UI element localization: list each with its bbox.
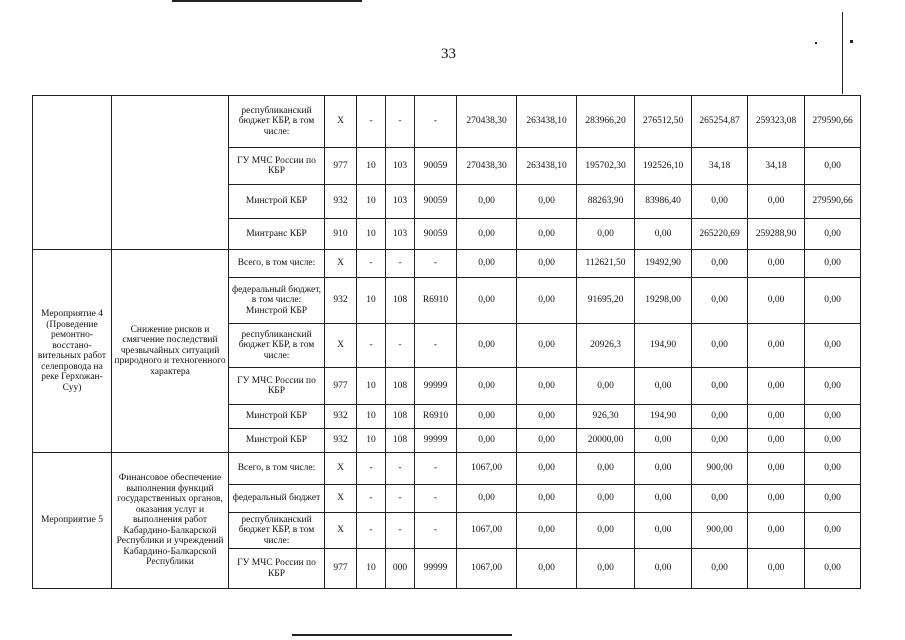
vr-cell: - [415,96,457,148]
cs-cell: - [386,324,415,368]
source-cell: республиканский бюджет КБР, в том числе: [229,96,325,148]
rz-cell: - [357,453,386,485]
value-cell: 0,00 [692,278,748,324]
value-cell: 0,00 [577,453,635,485]
value-cell: 0,00 [577,513,635,549]
value-cell: 1067,00 [457,453,517,485]
source-cell: ГУ МЧС России по КБР [229,368,325,405]
value-cell: 0,00 [692,324,748,368]
measure-5-goal-cell: Финансовое обеспечение выполнения функций государственных органов, оказания услуг и выполнения работ Кабардино-Балкарской Республики и учреждений Кабардино-Балкарской Республики [112,453,229,589]
source-cell: Минстрой КБР [229,429,325,453]
value-cell: 0,00 [748,513,805,549]
page-number: 33 [441,46,456,62]
value-cell: 0,00 [517,368,577,405]
value-cell: 0,00 [457,485,517,513]
value-cell: 0,00 [457,368,517,405]
value-cell: 0,00 [457,324,517,368]
table-row [33,250,861,278]
scan-mark-right-vertical [842,12,843,94]
source-cell: Минстрой КБР [229,405,325,429]
value-cell: 0,00 [748,453,805,485]
value-cell: 34,18 [692,148,748,185]
vr-cell: R6910 [415,405,457,429]
value-cell: 0,00 [457,185,517,219]
source-cell: Всего, в том числе: [229,453,325,485]
cs-cell: 103 [386,185,415,219]
vr-cell: - [415,485,457,513]
value-cell: 0,00 [517,185,577,219]
value-cell: 1067,00 [457,513,517,549]
grbs-cell: X [325,453,357,485]
value-cell: 0,00 [692,185,748,219]
grbs-cell: X [325,250,357,278]
source-cell: республиканский бюджет КБР, в том числе: [229,513,325,549]
value-cell: 283966,20 [577,96,635,148]
value-cell: 0,00 [577,368,635,405]
value-cell: 0,00 [635,549,692,589]
value-cell: 194,90 [635,324,692,368]
rz-cell: 10 [357,185,386,219]
value-cell: 0,00 [748,185,805,219]
value-cell: 0,00 [517,219,577,250]
cs-cell: - [386,250,415,278]
value-cell: 0,00 [805,549,861,589]
rz-cell: 10 [357,368,386,405]
value-cell: 0,00 [517,549,577,589]
cs-cell: 103 [386,219,415,250]
value-cell: 0,00 [748,250,805,278]
value-cell: 192526,10 [635,148,692,185]
vr-cell: 99999 [415,368,457,405]
scan-mark-bottom [292,634,512,636]
rz-cell: - [357,250,386,278]
vr-cell: 90059 [415,185,457,219]
source-cell: республиканский бюджет КБР, в том числе: [229,324,325,368]
value-cell: 0,00 [517,513,577,549]
value-cell: 0,00 [805,485,861,513]
grbs-cell: 932 [325,278,357,324]
vr-cell: - [415,324,457,368]
value-cell: 0,00 [748,405,805,429]
value-cell: 263438,10 [517,96,577,148]
rz-cell: 10 [357,405,386,429]
value-cell: 0,00 [805,453,861,485]
value-cell: 0,00 [635,513,692,549]
value-cell: 19492,90 [635,250,692,278]
value-cell: 259323,08 [748,96,805,148]
cs-cell: 000 [386,549,415,589]
value-cell: 1067,00 [457,549,517,589]
measure-5-name-cell: Мероприятие 5 [33,453,112,589]
value-cell: 34,18 [748,148,805,185]
value-cell: 0,00 [805,368,861,405]
vr-cell: - [415,513,457,549]
vr-cell: - [415,250,457,278]
value-cell: 0,00 [517,278,577,324]
rz-cell: 10 [357,148,386,185]
scan-mark-left-dot [815,42,817,44]
value-cell: 0,00 [748,485,805,513]
value-cell: 900,00 [692,513,748,549]
grbs-cell: 977 [325,368,357,405]
grbs-cell: 932 [325,185,357,219]
cs-cell: - [386,513,415,549]
vr-cell: 99999 [415,429,457,453]
cs-cell: 103 [386,148,415,185]
value-cell: 0,00 [517,485,577,513]
value-cell: 0,00 [457,250,517,278]
value-cell: 0,00 [692,368,748,405]
cs-cell: 108 [386,368,415,405]
value-cell: 0,00 [457,405,517,429]
source-cell: федеральный бюджет, в том числе: Минстрой КБР [229,278,325,324]
value-cell: 0,00 [457,278,517,324]
value-cell: 0,00 [805,278,861,324]
cs-cell: - [386,485,415,513]
value-cell: 0,00 [748,278,805,324]
value-cell: 0,00 [517,250,577,278]
value-cell: 0,00 [805,148,861,185]
grbs-cell: 910 [325,219,357,250]
value-cell: 0,00 [805,250,861,278]
measure-3-goal-cell [112,96,229,250]
value-cell: 0,00 [635,453,692,485]
value-cell: 0,00 [457,219,517,250]
value-cell: 0,00 [692,405,748,429]
value-cell: 0,00 [692,485,748,513]
measure-4-goal-cell: Снижение рисков и смягчение последствий чрезвычайных ситуаций природного и техногенного характера [112,250,229,453]
value-cell: 900,00 [692,453,748,485]
value-cell: 0,00 [517,324,577,368]
value-cell: 926,30 [577,405,635,429]
value-cell: 259288,90 [748,219,805,250]
measure-4-name-cell: Мероприятие 4 (Проведение ремонтно-восстано-вительных работ селепровода на реке Герхожан-Суу) [33,250,112,453]
value-cell: 265220,69 [692,219,748,250]
rz-cell: - [357,324,386,368]
rz-cell: - [357,513,386,549]
grbs-cell: X [325,96,357,148]
value-cell: 20926,3 [577,324,635,368]
value-cell: 0,00 [805,429,861,453]
value-cell: 0,00 [517,405,577,429]
vr-cell: 99999 [415,549,457,589]
table-row [33,96,861,148]
vr-cell: R6910 [415,278,457,324]
value-cell: 0,00 [577,219,635,250]
value-cell: 0,00 [577,549,635,589]
value-cell: 276512,50 [635,96,692,148]
value-cell: 112621,50 [577,250,635,278]
grbs-cell: 977 [325,148,357,185]
source-cell: ГУ МЧС России по КБР [229,148,325,185]
source-cell: Минтранс КБР [229,219,325,250]
value-cell: 263438,10 [517,148,577,185]
grbs-cell: 977 [325,549,357,589]
vr-cell: - [415,453,457,485]
scan-mark-top [172,0,362,2]
scan-mark-right-dot [850,40,853,43]
value-cell: 279590,66 [805,96,861,148]
cs-cell: 108 [386,405,415,429]
value-cell: 88263,90 [577,185,635,219]
value-cell: 0,00 [805,405,861,429]
value-cell: 20000,00 [577,429,635,453]
value-cell: 195702,30 [577,148,635,185]
value-cell: 0,00 [577,485,635,513]
rz-cell: 10 [357,219,386,250]
rz-cell: - [357,485,386,513]
budget-table [32,95,861,589]
cs-cell: - [386,96,415,148]
grbs-cell: X [325,513,357,549]
value-cell: 0,00 [517,453,577,485]
cs-cell: 108 [386,429,415,453]
value-cell: 0,00 [692,250,748,278]
grbs-cell: X [325,324,357,368]
value-cell: 0,00 [692,549,748,589]
value-cell: 0,00 [635,368,692,405]
cs-cell: - [386,453,415,485]
value-cell: 0,00 [805,513,861,549]
value-cell: 279590,66 [805,185,861,219]
source-cell: Всего, в том числе: [229,250,325,278]
value-cell: 0,00 [517,429,577,453]
rz-cell: 10 [357,278,386,324]
value-cell: 91695,20 [577,278,635,324]
source-cell: Минстрой КБР [229,185,325,219]
value-cell: 194,90 [635,405,692,429]
value-cell: 270438,30 [457,96,517,148]
value-cell: 0,00 [748,368,805,405]
measure-3-name-cell [33,96,112,250]
value-cell: 0,00 [635,485,692,513]
value-cell: 0,00 [635,219,692,250]
value-cell: 0,00 [805,219,861,250]
value-cell: 0,00 [635,429,692,453]
value-cell: 0,00 [692,429,748,453]
rz-cell: 10 [357,549,386,589]
value-cell: 0,00 [457,429,517,453]
value-cell: 0,00 [805,324,861,368]
source-cell: ГУ МЧС России по КБР [229,549,325,589]
source-cell: федеральный бюджет [229,485,325,513]
rz-cell: - [357,96,386,148]
vr-cell: 90059 [415,219,457,250]
grbs-cell: 932 [325,405,357,429]
value-cell: 270438,30 [457,148,517,185]
value-cell: 83986,40 [635,185,692,219]
value-cell: 19298,00 [635,278,692,324]
value-cell: 0,00 [748,324,805,368]
vr-cell: 90059 [415,148,457,185]
rz-cell: 10 [357,429,386,453]
grbs-cell: 932 [325,429,357,453]
value-cell: 0,00 [748,429,805,453]
value-cell: 0,00 [748,549,805,589]
cs-cell: 108 [386,278,415,324]
grbs-cell: X [325,485,357,513]
value-cell: 265254,87 [692,96,748,148]
table-row [33,453,861,485]
